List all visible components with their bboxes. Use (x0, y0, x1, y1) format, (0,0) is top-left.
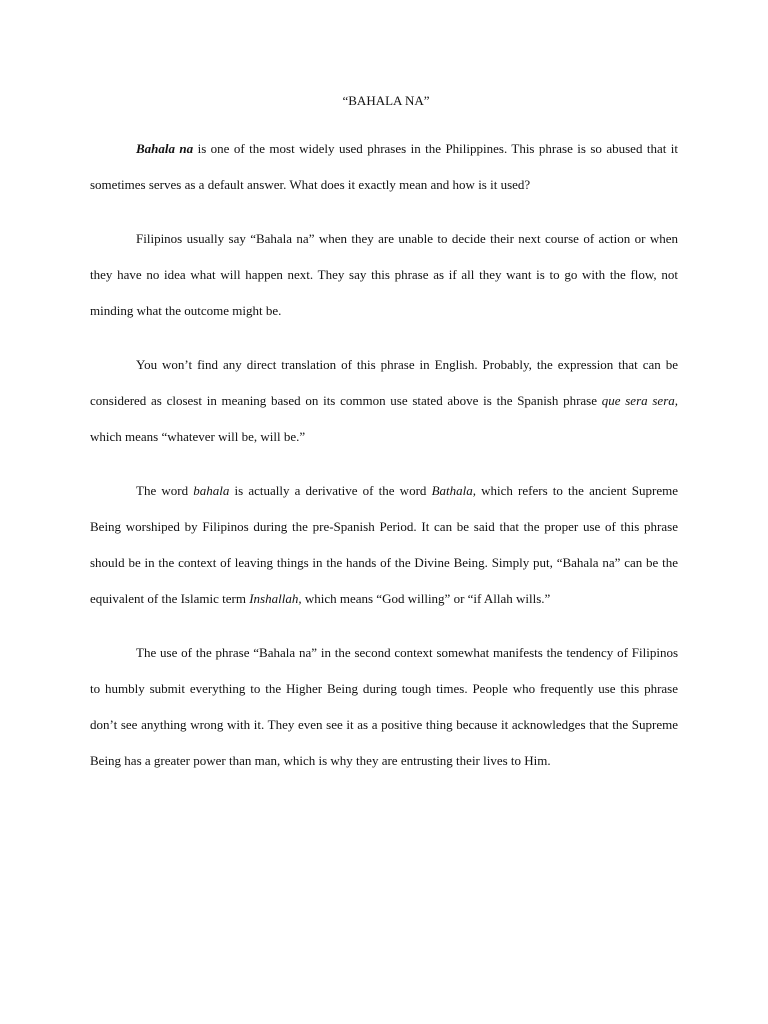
paragraph-3-segment-1: You won’t find any direct translation of this phrase in English. Probably, the expression that can be considered as closest in meaning based on its common use stated above is the Spanish phrase (90, 357, 678, 408)
paragraph-1-segment-2: is one of the most widely used phrases in the Philippines. This phrase is so abused that it sometimes serves as a default answer. What does it exactly mean and how is it used? (90, 141, 678, 192)
paragraph-4-segment-6: Inshallah, (249, 591, 302, 606)
paragraph-3-segment-2: que sera sera, (601, 393, 678, 408)
paragraph-4-segment-3: is actually a derivative of the word (229, 483, 432, 498)
paragraph-1 (90, 131, 678, 203)
paragraph-4-segment-1: The word (136, 483, 194, 498)
paragraph-5 (90, 635, 678, 779)
paragraph-2-segment-1: Filipinos usually say “Bahala na” when they are unable to decide their next course of action or when they have no idea what will happen next. They say this phrase as if all they want is to go with the flow, not minding what the outcome might be. (90, 231, 678, 318)
paragraph-3 (90, 347, 678, 455)
paragraph-4-segment-4: Bathala, (431, 483, 476, 498)
paragraph-4-segment-5: which refers to the ancient Supreme Being worshiped by Filipinos during the pre-Spanish Period. It can be said that the proper use of this phrase should be in the context of leaving things in the hands of the Divine Being. Simply put, “Bahala na” can be the equivalent of the Islamic term (90, 483, 678, 606)
paragraph-4-segment-7: which means “God willing” or “if Allah wills.” (301, 591, 551, 606)
paragraph-4-segment-2: bahala (193, 483, 230, 498)
paragraph-5-segment-1: The use of the phrase “Bahala na” in the second context somewhat manifests the tendency of Filipinos to humbly submit everything to the Higher Being during tough times. People who frequently use this phrase don’t see anything wrong with it. They even see it as a positive thing because it acknowledges that the Supreme Being has a greater power than man, which is why they are entrusting their lives to Him. (90, 645, 678, 768)
paragraph-4 (90, 473, 678, 617)
document-page (90, 91, 678, 779)
paragraph-3-segment-3: which means “whatever will be, will be.” (90, 429, 306, 444)
document-title: “BAHALA NA” (342, 93, 430, 108)
paragraph-1-segment-1: Bahala na (136, 141, 194, 156)
paragraph-2 (90, 221, 678, 329)
